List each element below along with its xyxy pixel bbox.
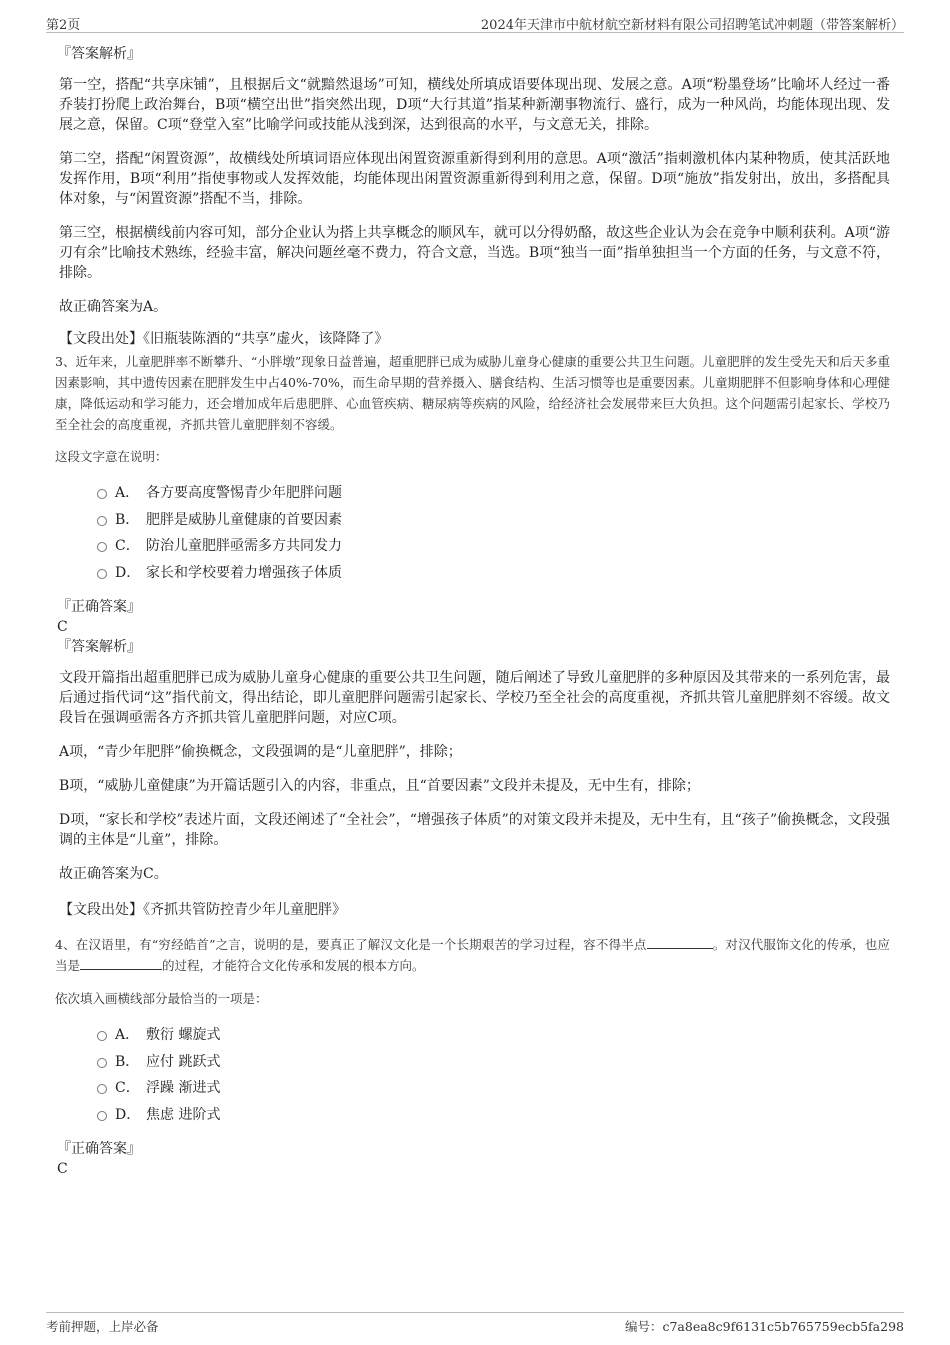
option-letter: A． (115, 1027, 140, 1043)
option-text: 肥胖是威胁儿童健康的首要因素 (146, 511, 342, 528)
radio-icon[interactable] (97, 542, 107, 552)
radio-icon[interactable] (97, 569, 107, 579)
radio-icon[interactable] (97, 516, 107, 526)
correct-answer-label: 『正确答案』 (57, 1141, 141, 1157)
option-a[interactable] (97, 1025, 890, 1052)
question-3-prompt: 这段文字意在说明： (55, 449, 168, 464)
question-4-text-part2: 。对汉代服饰文化的传承，也应当是 (55, 937, 890, 973)
question-4-prompt: 依次填入画横线部分最恰当的一项是： (55, 991, 268, 1006)
radio-icon[interactable] (97, 1031, 107, 1041)
radio-icon[interactable] (97, 1084, 107, 1094)
analysis-paragraph: 第一空，搭配“共享床铺”，且根据后文“就黯然退场”可知，横线处所填成语要体现出现、发展之意。A项“粉墨登场”比喻坏人经过一番乔装打扮爬上政治舞台，B项“横空出世”指突然出现，D项“大行其道”指某种新潮事物流行、盛行，成为一种风尚，均能体现出现、发展之意，保留。C项“登堂入室”比喻学问或技能从浅到深，达到很高的水平，与文意无关，排除。 (59, 77, 890, 133)
analysis-paragraph: 文段开篇指出超重肥胖已成为威胁儿童身心健康的重要公共卫生问题，随后阐述了导致儿童肥胖的多种原因及其带来的一系列危害，最后通过指代词“这”指代前文，得出结论，即儿童肥胖问题需引起家长、学校乃至全社会的高度重视，齐抓共管儿童肥胖刻不容缓。故文段旨在强调亟需各方齐抓共管儿童肥胖问题，对应C项。 (59, 670, 890, 726)
question-4-text (55, 934, 890, 976)
document-id: 编号：c7a8ea8c9f6131c5b765759ecb5fa298 (624, 1319, 904, 1334)
option-b[interactable] (97, 1052, 890, 1079)
fill-blank-2 (80, 955, 162, 970)
option-text: 敷衍 螺旋式 (146, 1027, 221, 1043)
option-letter: B． (115, 511, 140, 528)
option-letter: B． (115, 1053, 140, 1070)
analysis-paragraph: 第二空，搭配“闲置资源”，故横线处所填词语应体现出闲置资源重新得到利用的意思。A项“激活”指刺激机体内某种物质，使其活跃地发挥作用，B项“利用”指使事物或人发挥效能，均能体现出闲置资源重新得到利用之意，保留。D项“施放”指发射出，放出，多搭配具体对象，与“闲置资源”搭配不当，排除。 (59, 151, 890, 207)
source-citation: 【文段出处】《齐抓共管防控青少年儿童肥胖》 (59, 902, 346, 918)
option-a[interactable] (97, 483, 890, 510)
option-letter: D． (115, 564, 141, 581)
question-3-options (97, 483, 890, 589)
option-d[interactable] (97, 1105, 890, 1132)
option-text: 各方要高度警惕青少年肥胖问题 (146, 485, 342, 501)
option-d[interactable] (97, 563, 890, 590)
correct-answer-label: 『正确答案』 (57, 599, 141, 615)
page-header (46, 12, 904, 33)
question-4-options (97, 1025, 890, 1131)
option-letter: C． (115, 1080, 140, 1096)
option-text: 浮躁 渐进式 (146, 1080, 221, 1096)
analysis-paragraph: D项，“家长和学校”表述片面，文段还阐述了“全社会”，“增强孩子体质”的对策文段并未提及，无中生有，且“孩子”偷换概念，文段强调的主体是“儿童”，排除。 (59, 812, 890, 848)
option-text: 防治儿童肥胖亟需多方共同发力 (146, 538, 342, 554)
option-c[interactable] (97, 536, 890, 563)
option-text: 焦虑 进阶式 (146, 1106, 221, 1123)
option-text: 应付 跳跃式 (146, 1053, 221, 1070)
fill-blank-1 (647, 934, 713, 949)
option-letter: A． (115, 485, 140, 501)
option-letter: D． (115, 1106, 141, 1123)
question-3-text: 3、近年来，儿童肥胖率不断攀升、“小胖墩”现象日益普遍，超重肥胖已成为威胁儿童身心健康的重要公共卫生问题。儿童肥胖的发生受先天和后天多重因素影响，其中遗传因素在肥胖发生中占40%-70%，而生命早期的营养摄入、膳食结构、生活习惯等也是重要因素。儿童期肥胖不但影响身体和心理健康，降低运动和学习能力，还会增加成年后患肥胖、心血管疾病、糖尿病等疾病的风险，给经济社会发展带来巨大负担。这个问题需引起家长、学校乃至全社会的高度重视，齐抓共管儿童肥胖刻不容缓。 (55, 354, 890, 432)
radio-icon[interactable] (97, 1058, 107, 1068)
question-4-text-part3: 的过程，才能符合文化传承和发展的根本方向。 (162, 958, 425, 973)
analysis-label: 『答案解析』 (57, 639, 141, 655)
correct-answer-value: C (57, 619, 68, 635)
analysis-paragraph: A项，“青少年肥胖”偷换概念，文段强调的是“儿童肥胖”，排除； (59, 744, 462, 760)
radio-icon[interactable] (97, 1111, 107, 1121)
page-number: 第2页 (46, 18, 81, 33)
option-c[interactable] (97, 1078, 890, 1105)
radio-icon[interactable] (97, 489, 107, 499)
document-title: 2024年天津市中航材航空新材料有限公司招聘笔试冲刺题（带答案解析） (480, 18, 904, 33)
analysis-label: 『答案解析』 (57, 46, 141, 62)
document-body (55, 44, 890, 1179)
option-letter: C． (115, 538, 140, 554)
option-text: 家长和学校要着力增强孩子体质 (146, 564, 342, 581)
footer-slogan: 考前押题，上岸必备 (46, 1319, 159, 1334)
answer-conclusion: 故正确答案为C。 (59, 866, 168, 882)
correct-answer-value: C (57, 1161, 68, 1177)
answer-conclusion: 故正确答案为A。 (59, 299, 168, 315)
source-citation: 【文段出处】《旧瓶装陈酒的“共享”虚火，该降降了》 (59, 331, 389, 347)
analysis-paragraph: B项，“威胁儿童健康”为开篇话题引入的内容，非重点，且“首要因素”文段并未提及，无中生有，排除； (59, 778, 700, 794)
option-b[interactable] (97, 510, 890, 537)
page-footer (46, 1312, 904, 1335)
analysis-paragraph: 第三空，根据横线前内容可知，部分企业认为搭上共享概念的顺风车，就可以分得奶酪，故这些企业认为会在竞争中顺利获利。A项“游刃有余”比喻技术熟练，经验丰富，解决问题丝毫不费力，符合文意，当选。B项“独当一面”指单独担当一个方面的任务，与文意不符，排除。 (59, 225, 890, 281)
question-4-text-part1: 4、在汉语里，有“穷经皓首”之言，说明的是，要真正了解汉文化是一个长期艰苦的学习过程，容不得半点 (55, 937, 647, 952)
